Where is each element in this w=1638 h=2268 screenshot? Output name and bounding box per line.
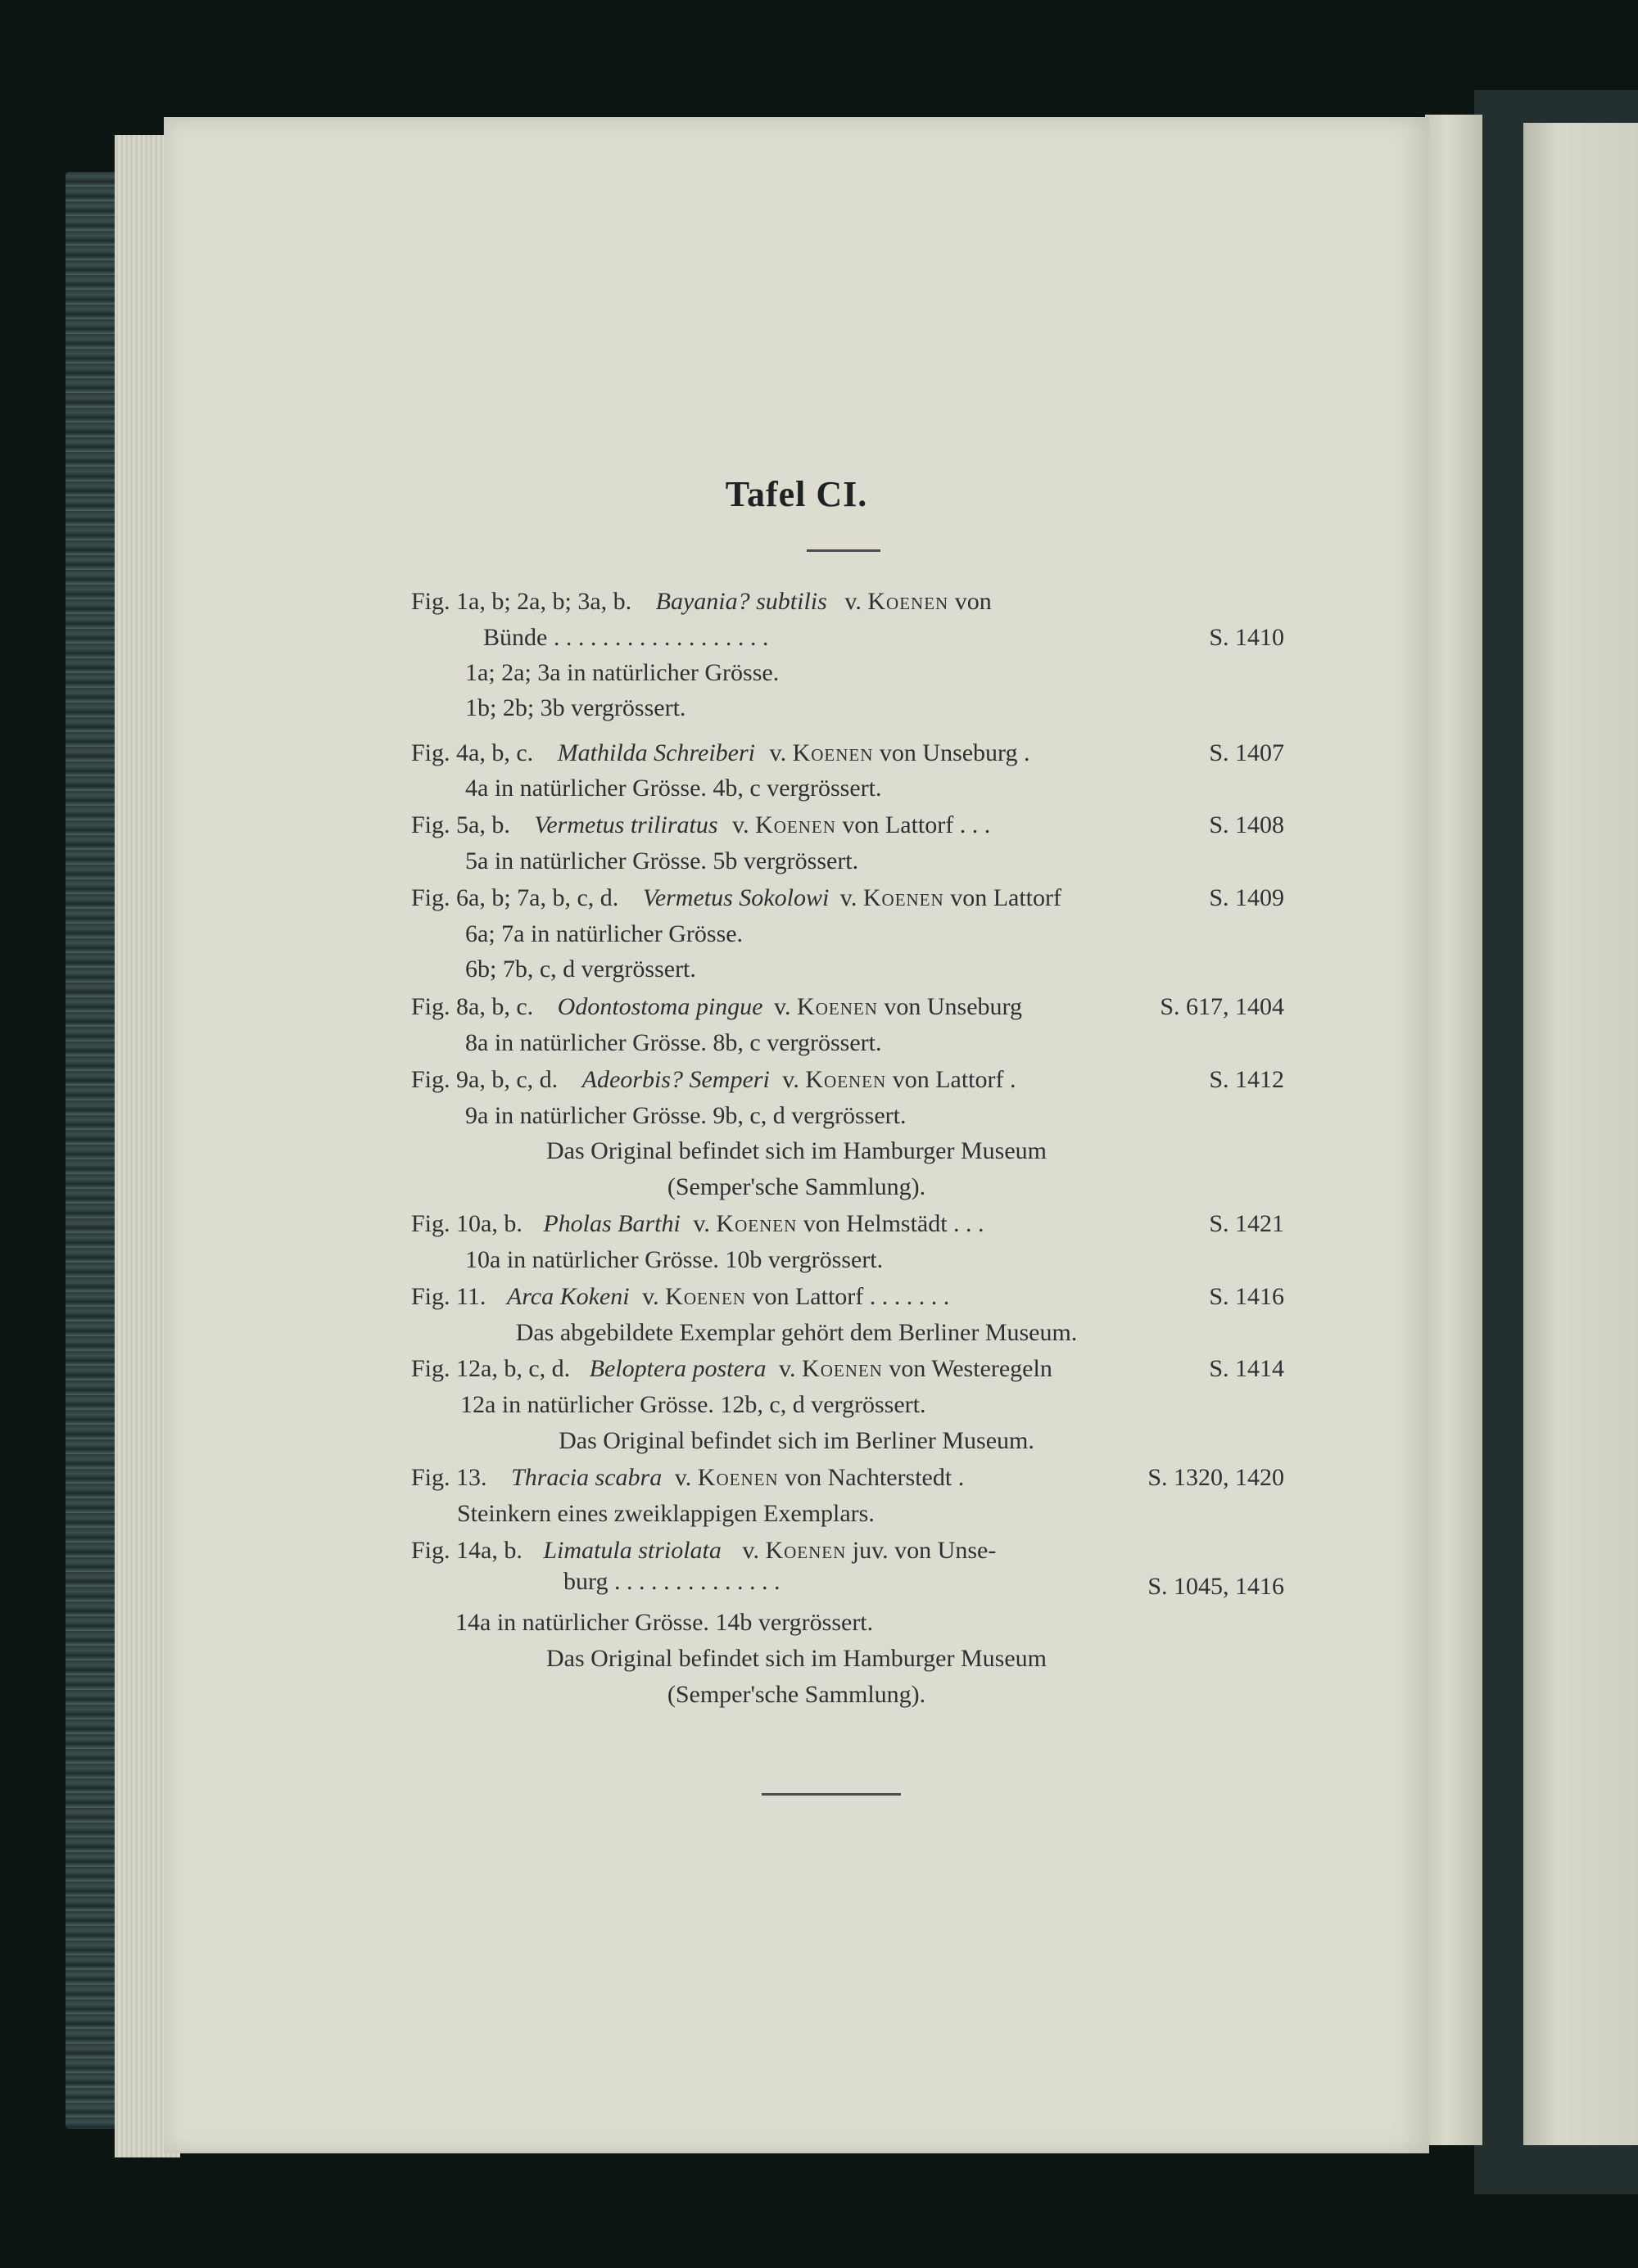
- entry-2-ref: S. 1407: [1209, 739, 1284, 766]
- entry-6-collection-note: (Semper'sche Sammlung).: [667, 1173, 926, 1200]
- entry-4-ref: S. 1409: [1209, 884, 1284, 911]
- right-page-edge-2: [1523, 123, 1638, 2145]
- entry-10-ref: S. 1320, 1420: [1147, 1464, 1284, 1491]
- entry-9-original-note: Das Original befindet sich im Berliner Museum.: [559, 1427, 1034, 1454]
- entry-1-note-2: 1b; 2b; 3b vergrössert.: [465, 694, 686, 721]
- entry-11-original-note: Das Original befindet sich im Hamburger Museum: [546, 1645, 1047, 1672]
- entry-3-heading: Fig. 5a, b. Vermetus triliratus v. Koenen von Lattorf . . .: [411, 811, 991, 838]
- entry-8-ref: S. 1416: [1209, 1283, 1284, 1310]
- entry-2-heading: Fig. 4a, b, c. Mathilda Schreiberi v. Koenen von Unseburg .: [411, 739, 1030, 766]
- entry-9-ref: S. 1414: [1209, 1355, 1284, 1382]
- entry-6-heading: Fig. 9a, b, c, d. Adeorbis? Semperi v. Koenen von Lattorf .: [411, 1066, 1016, 1093]
- entry-1-ref: S. 1410: [1209, 624, 1284, 651]
- entry-8-heading: Fig. 11. Arca Kokeni v. Koenen von Lattorf . . . . . . .: [411, 1283, 950, 1310]
- entry-11-collection-note: (Semper'sche Sammlung).: [667, 1681, 926, 1708]
- page-title: Tafel CI.: [725, 474, 868, 514]
- entry-6-ref: S. 1412: [1209, 1066, 1284, 1093]
- figure-entries: [164, 117, 1429, 2153]
- entry-6-original-note: Das Original befindet sich im Hamburger Museum: [546, 1137, 1047, 1164]
- entry-6-note-1: 9a in natürlicher Grösse. 9b, c, d vergrössert.: [465, 1102, 907, 1129]
- entry-5-heading: Fig. 8a, b, c. Odontostoma pingue v. Koenen von Unseburg: [411, 993, 1022, 1020]
- entry-4-note-2: 6b; 7b, c, d vergrössert.: [465, 956, 696, 983]
- entry-11-ref: S. 1045, 1416: [1147, 1573, 1284, 1600]
- entry-9-heading: Fig. 12a, b, c, d. Beloptera postera v. Koenen von Westeregeln: [411, 1355, 1052, 1382]
- entry-8-exemplar-note: Das abgebildete Exemplar gehört dem Berliner Museum.: [515, 1319, 1078, 1346]
- entry-3-ref: S. 1408: [1209, 811, 1284, 838]
- entry-1-note-1: 1a; 2a; 3a in natürlicher Grösse.: [465, 659, 780, 686]
- entry-7-note-1: 10a in natürlicher Grösse. 10b vergrössert.: [465, 1246, 884, 1273]
- entry-11-cont: burg . . . . . . . . . . . . . .: [563, 1568, 781, 1595]
- entry-3-note-1: 5a in natürlicher Grösse. 5b vergrössert.: [465, 847, 859, 874]
- entry-10-heading: Fig. 13. Thracia scabra v. Koenen von Nachterstedt .: [411, 1464, 965, 1491]
- entry-4-note-1: 6a; 7a in natürlicher Grösse.: [465, 920, 744, 947]
- right-page-edge: [1425, 115, 1482, 2145]
- entry-1-cont: Bünde . . . . . . . . . . . . . . . . . .: [483, 624, 769, 651]
- entry-7-ref: S. 1421: [1209, 1210, 1284, 1237]
- entry-5-note-1: 8a in natürlicher Grösse. 8b, c vergrössert.: [465, 1029, 882, 1056]
- entry-9-note-1: 12a in natürlicher Grösse. 12b, c, d vergrössert.: [460, 1391, 926, 1418]
- entry-10-note-1: Steinkern eines zweiklappigen Exemplars.: [457, 1500, 875, 1527]
- entry-11-note-1: 14a in natürlicher Grösse. 14b vergrössert.: [455, 1609, 874, 1636]
- entry-2-note-1: 4a in natürlicher Grösse. 4b, c vergrössert.: [465, 775, 882, 802]
- entry-5-ref: S. 617, 1404: [1160, 993, 1284, 1020]
- bottom-rule: [762, 1793, 901, 1796]
- entry-7-heading: Fig. 10a, b. Pholas Barthi v. Koenen von Helmstädt . . .: [411, 1210, 984, 1237]
- entry-4-heading: Fig. 6a, b; 7a, b, c, d. Vermetus Sokolowi v. Koenen von Lattorf: [411, 884, 1061, 911]
- entry-11-heading: Fig. 14a, b. Limatula striolata v. Koenen juv. von Unse-: [411, 1537, 997, 1564]
- book-page: [164, 117, 1429, 2153]
- entry-1-heading: Fig. 1a, b; 2a, b; 3a, b. Bayania? subtilis v. Koenen von: [411, 588, 992, 615]
